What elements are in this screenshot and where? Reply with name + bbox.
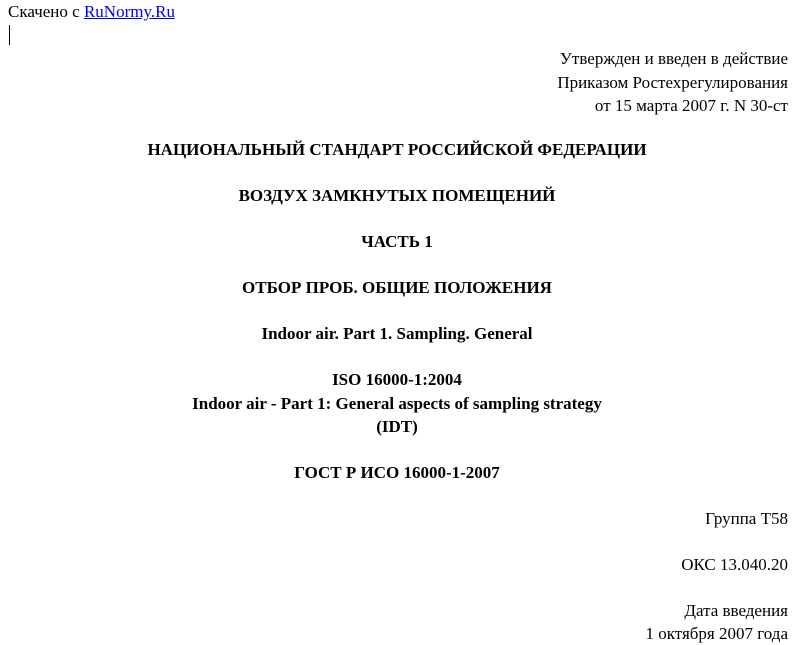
english-title: Indoor air. Part 1. Sampling. General	[261, 324, 533, 343]
introduction-date-label: Дата введения	[684, 601, 788, 620]
classification-group: Группа Т58	[705, 509, 788, 528]
approval-line-3: от 15 марта 2007 г. N 30-ст	[594, 96, 788, 115]
source-prefix: Скачено с	[8, 2, 84, 21]
iso-number: ISO 16000-1:2004	[332, 370, 462, 389]
runormy-link[interactable]: RuNormy.Ru	[83, 2, 175, 21]
approval-block	[557, 47, 788, 118]
iso-title: Indoor air - Part 1: General aspects of sampling strategy	[192, 394, 602, 413]
subject-heading: ВОЗДУХ ЗАМКНУТЫХ ПОМЕЩЕНИЙ	[238, 186, 556, 205]
iso-equivalence: (IDT)	[376, 417, 418, 436]
part-heading: ЧАСТЬ 1	[361, 232, 433, 251]
oks-code: ОКС 13.040.20	[681, 555, 788, 574]
approval-line-1: Утвержден и введен в действие	[559, 49, 788, 68]
national-standard-heading: НАЦИОНАЛЬНЫЙ СТАНДАРТ РОССИЙСКОЙ ФЕДЕРАЦИИ	[147, 140, 647, 159]
source-line	[8, 2, 175, 22]
gost-number: ГОСТ Р ИСО 16000-1-2007	[294, 463, 500, 482]
section-heading: ОТБОР ПРОБ. ОБЩИЕ ПОЛОЖЕНИЯ	[242, 278, 552, 297]
text-cursor	[9, 25, 10, 45]
approval-line-2: Приказом Ростехрегулирования	[557, 72, 788, 92]
introduction-date: 1 октября 2007 года	[645, 624, 788, 643]
